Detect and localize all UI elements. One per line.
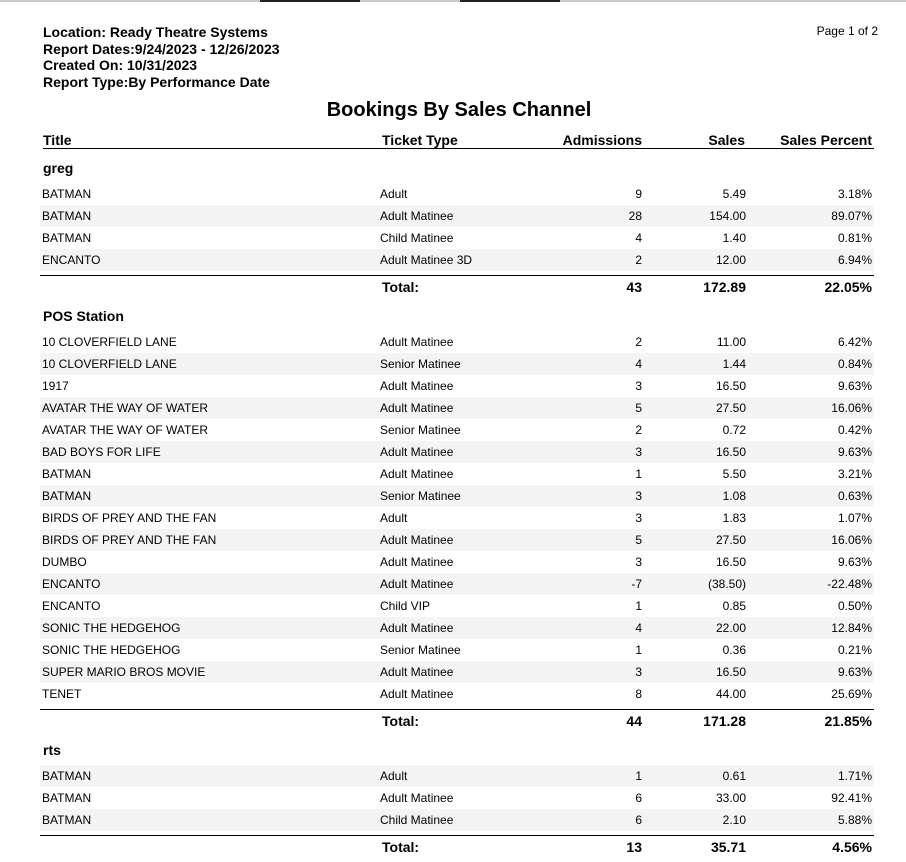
created-on-line	[43, 57, 280, 74]
cell-sales-percent: 6.42%	[837, 335, 872, 349]
cell-sales: 1.40	[722, 231, 746, 245]
cell-ticket-type: Adult	[380, 769, 408, 783]
table-row	[40, 463, 874, 485]
cell-sales-percent: 0.50%	[837, 599, 872, 613]
table-row	[40, 617, 874, 639]
cell-sales-percent: 0.21%	[837, 643, 872, 657]
table-row	[40, 227, 874, 249]
cell-admissions: 4	[635, 621, 642, 635]
cell-title: TENET	[42, 687, 82, 701]
cell-admissions: 2	[635, 335, 642, 349]
cell-admissions: 3	[635, 379, 642, 393]
cell-sales-percent: 1.71%	[837, 769, 872, 783]
cell-title: BATMAN	[42, 467, 92, 481]
table-row	[40, 397, 874, 419]
cell-ticket-type: Adult	[380, 511, 408, 525]
table-row	[40, 419, 874, 441]
cell-sales: 11.00	[716, 335, 746, 349]
cell-admissions: 4	[635, 231, 642, 245]
cell-sales: 0.72	[722, 423, 746, 437]
cell-ticket-type: Child Matinee	[380, 231, 454, 245]
cell-title: ENCANTO	[42, 577, 101, 591]
page-tab-marker	[260, 0, 360, 2]
cell-sales-percent: 16.06%	[831, 533, 872, 547]
cell-sales-percent: 6.94%	[837, 253, 872, 267]
table-row	[40, 639, 874, 661]
cell-sales: 12.00	[715, 253, 746, 267]
cell-ticket-type: Adult Matinee 3D	[380, 253, 473, 267]
cell-ticket-type: Senior Matinee	[380, 643, 461, 657]
table-row	[40, 683, 874, 705]
cell-ticket-type: Adult Matinee	[380, 533, 454, 547]
total-admissions: 13	[626, 839, 642, 855]
cell-sales: 0.36	[722, 643, 746, 657]
cell-admissions: 6	[635, 813, 642, 827]
cell-sales: 16.50	[715, 555, 746, 569]
cell-admissions: 5	[635, 533, 642, 547]
cell-sales: 44.00	[715, 687, 746, 701]
cell-ticket-type: Adult Matinee	[380, 401, 454, 415]
table-row	[40, 331, 874, 353]
cell-ticket-type: Adult Matinee	[380, 577, 454, 591]
cell-ticket-type: Adult Matinee	[380, 379, 454, 393]
cell-admissions: 3	[635, 445, 642, 459]
location-line	[43, 24, 280, 41]
report-dates-value: 9/24/2023 - 12/26/2023	[134, 40, 280, 57]
cell-ticket-type: Adult Matinee	[380, 467, 454, 481]
total-label: Total:	[382, 839, 420, 855]
cell-admissions: -7	[631, 577, 642, 591]
cell-sales-percent: 3.21%	[837, 467, 872, 481]
table-row	[40, 661, 874, 683]
cell-admissions: 1	[635, 599, 642, 613]
cell-title: SUPER MARIO BROS MOVIE	[42, 665, 206, 679]
table-row	[40, 353, 874, 375]
column-header-sales: Sales	[708, 132, 745, 148]
group-header: rts	[43, 742, 61, 758]
cell-title: BATMAN	[42, 489, 92, 503]
created-on-label: Created On:	[43, 57, 124, 73]
cell-admissions: 3	[635, 489, 642, 503]
table-row	[40, 441, 874, 463]
cell-admissions: 8	[635, 687, 642, 701]
cell-admissions: 5	[635, 401, 642, 415]
cell-ticket-type: Adult Matinee	[380, 791, 454, 805]
cell-title: BIRDS OF PREY AND THE FAN	[42, 511, 217, 525]
cell-sales-percent: 9.63%	[837, 555, 872, 569]
cell-sales: 33.00	[715, 791, 746, 805]
total-sales-percent: 4.56%	[832, 839, 872, 855]
cell-title: BATMAN	[42, 791, 92, 805]
cell-title: BATMAN	[42, 813, 92, 827]
cell-ticket-type: Adult	[380, 187, 408, 201]
report-type-label: Report Type:	[43, 73, 129, 90]
report-dates-line	[43, 41, 280, 58]
cell-title: BAD BOYS FOR LIFE	[42, 445, 161, 459]
cell-sales-percent: -22.48%	[827, 577, 872, 591]
group-total-row	[40, 709, 874, 734]
table-row	[40, 573, 874, 595]
column-headers	[43, 132, 874, 149]
cell-ticket-type: Child Matinee	[380, 813, 454, 827]
report-meta	[43, 24, 280, 90]
cell-ticket-type: Adult Matinee	[380, 335, 454, 349]
page-number: Page 1 of 2	[816, 24, 878, 38]
total-sales: 172.89	[703, 279, 746, 295]
cell-title: SONIC THE HEDGEHOG	[42, 621, 181, 635]
total-label: Total:	[382, 713, 420, 729]
cell-sales-percent: 16.06%	[831, 401, 872, 415]
cell-title: BATMAN	[42, 769, 92, 783]
table-row	[40, 485, 874, 507]
cell-ticket-type: Adult Matinee	[380, 445, 454, 459]
cell-ticket-type: Senior Matinee	[380, 357, 461, 371]
report-type-value: By Performance Date	[128, 73, 270, 90]
table-row	[40, 507, 874, 529]
cell-sales-percent: 25.69%	[831, 687, 872, 701]
location-label: Location:	[43, 24, 106, 40]
cell-admissions: 2	[635, 253, 642, 267]
total-sales: 171.28	[703, 713, 746, 729]
cell-ticket-type: Senior Matinee	[380, 489, 461, 503]
report-dates-label: Report Dates:	[43, 40, 135, 57]
report-type-line	[43, 74, 280, 91]
cell-title: AVATAR THE WAY OF WATER	[42, 423, 209, 437]
cell-ticket-type: Adult Matinee	[380, 665, 454, 679]
total-sales-percent: 22.05%	[824, 279, 872, 295]
table-row	[40, 595, 874, 617]
location-value: Ready Theatre Systems	[109, 24, 268, 40]
report-title: Bookings By Sales Channel	[326, 99, 592, 121]
cell-sales: 27.50	[715, 533, 746, 547]
cell-title: DUMBO	[42, 555, 87, 569]
cell-title: 1917	[42, 379, 69, 393]
table-row	[40, 529, 874, 551]
cell-ticket-type: Adult Matinee	[380, 209, 454, 223]
cell-ticket-type: Child VIP	[380, 599, 431, 613]
cell-sales: 16.50	[715, 379, 746, 393]
cell-admissions: 1	[635, 643, 642, 657]
total-sales: 35.71	[710, 839, 746, 855]
cell-admissions: 3	[635, 511, 642, 525]
cell-sales: 16.50	[715, 665, 746, 679]
cell-ticket-type: Adult Matinee	[380, 687, 454, 701]
cell-sales: 0.61	[722, 769, 746, 783]
cell-admissions: 3	[635, 555, 642, 569]
cell-sales-percent: 0.84%	[837, 357, 872, 371]
cell-ticket-type: Senior Matinee	[380, 423, 461, 437]
group-total-row	[40, 275, 874, 300]
page-top-rule	[0, 0, 906, 2]
cell-sales-percent: 5.88%	[837, 813, 872, 827]
table-row	[40, 205, 874, 227]
column-header-ticket-type: Ticket Type	[382, 132, 458, 148]
cell-sales-percent: 92.41%	[831, 791, 872, 805]
cell-admissions: 9	[635, 187, 642, 201]
table-row	[40, 787, 874, 809]
cell-admissions: 6	[635, 791, 642, 805]
total-admissions: 43	[626, 279, 642, 295]
cell-title: ENCANTO	[42, 253, 101, 267]
cell-title: BIRDS OF PREY AND THE FAN	[42, 533, 217, 547]
cell-sales: 1.83	[722, 511, 746, 525]
cell-title: 10 CLOVERFIELD LANE	[42, 357, 177, 371]
cell-sales-percent: 1.07%	[837, 511, 872, 525]
table-row	[40, 551, 874, 573]
cell-admissions: 3	[635, 665, 642, 679]
cell-title: BATMAN	[42, 187, 92, 201]
cell-sales: 16.50	[715, 445, 746, 459]
cell-sales-percent: 0.63%	[837, 489, 872, 503]
cell-sales-percent: 9.63%	[837, 665, 872, 679]
cell-sales-percent: 12.84%	[831, 621, 872, 635]
table-row	[40, 765, 874, 787]
total-admissions: 44	[626, 713, 642, 729]
cell-sales: 5.49	[722, 187, 746, 201]
table-row	[40, 809, 874, 831]
column-header-sales-percent: Sales Percent	[780, 132, 872, 148]
cell-title: AVATAR THE WAY OF WATER	[42, 401, 209, 415]
cell-sales: 1.44	[722, 357, 746, 371]
cell-sales-percent: 3.18%	[837, 187, 872, 201]
cell-admissions: 4	[635, 357, 642, 371]
cell-title: BATMAN	[42, 231, 92, 245]
cell-sales: 154.00	[709, 209, 746, 223]
cell-sales: 0.85	[722, 599, 746, 613]
cell-sales-percent: 89.07%	[831, 209, 872, 223]
page-tab-marker	[460, 0, 560, 2]
cell-title: SONIC THE HEDGEHOG	[42, 643, 181, 657]
cell-ticket-type: Adult Matinee	[380, 621, 454, 635]
cell-sales: 27.50	[715, 401, 746, 415]
cell-sales-percent: 0.42%	[837, 423, 872, 437]
cell-title: BATMAN	[42, 209, 92, 223]
cell-ticket-type: Adult Matinee	[380, 555, 454, 569]
group-total-row	[40, 835, 874, 860]
group-header: POS Station	[43, 308, 124, 324]
cell-sales-percent: 0.81%	[837, 231, 872, 245]
cell-title: ENCANTO	[42, 599, 101, 613]
cell-sales: 2.10	[722, 813, 746, 827]
column-header-title: Title	[43, 132, 72, 148]
table-row	[40, 249, 874, 271]
group-header: greg	[43, 160, 74, 176]
table-row	[40, 183, 874, 205]
column-header-admissions: Admissions	[562, 132, 642, 148]
cell-admissions: 1	[635, 467, 642, 481]
cell-sales-percent: 9.63%	[837, 379, 872, 393]
cell-admissions: 1	[635, 769, 642, 783]
created-on-value: 10/31/2023	[127, 57, 198, 73]
total-label: Total:	[382, 279, 420, 295]
cell-title: 10 CLOVERFIELD LANE	[42, 335, 177, 349]
cell-sales-percent: 9.63%	[837, 445, 872, 459]
cell-sales: 22.00	[715, 621, 746, 635]
cell-sales: 1.08	[722, 489, 746, 503]
table-row	[40, 375, 874, 397]
cell-sales: 5.50	[722, 467, 746, 481]
cell-admissions: 28	[628, 209, 642, 223]
cell-admissions: 2	[635, 423, 642, 437]
total-sales-percent: 21.85%	[824, 713, 872, 729]
cell-sales: (38.50)	[707, 577, 746, 591]
report-body	[40, 154, 874, 862]
